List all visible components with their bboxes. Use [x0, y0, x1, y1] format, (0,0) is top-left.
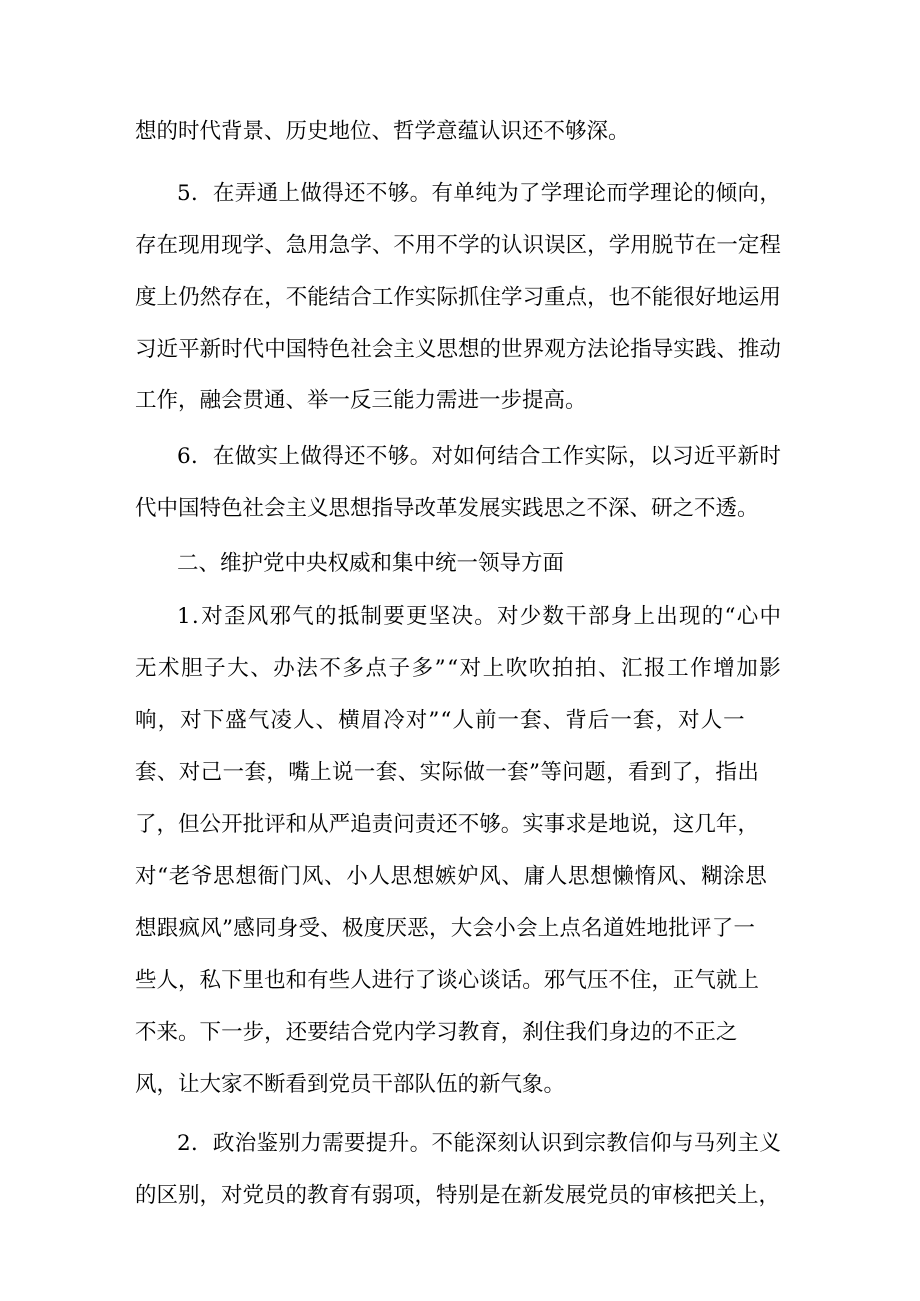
- text-line: 响 ， 对 下 盛 气 凌 人 、 横 眉 冷 对 ” “ 人 前 一 套 、 背 后 一 套 ， 对 人 一: [135, 708, 745, 733]
- text-line: 习 近 平 新 时 代 中 国 特 色 社 会 主 义 思 想 的 世 界 观 方 法 论 指 导 实 践 、 推 动: [135, 337, 781, 362]
- text-line: 想的时代背景、历史地位、哲学意蕴认识还不够深。: [135, 119, 630, 144]
- text-line: 的区别，对党员的教育有弱项，特别是在新发展党员的审核把关上，: [135, 1183, 781, 1208]
- section-heading: 二、维护党中央权威和集中统一领导方面: [177, 551, 565, 576]
- text-line: 了 ， 但 公 开 批 评 和 从 严 追 责 问 责 还 不 够 。 实 事 求 是 地 说 ， 这 几 年 ，: [135, 812, 759, 837]
- text-line: 工作，融会贯通、举一反三能力需进一步提高。: [135, 388, 587, 413]
- text-line: 代中国特色社会主义思想指导改革发展实践思之不深、研之不透。: [135, 496, 759, 521]
- text-line: 无 术 胆 子 大 、 办 法 不 多 点 子 多 ” “ 对 上 吹 吹 拍 拍 、 汇 报 工 作 增 加 影: [135, 656, 781, 681]
- text-line: 风，让大家不断看到党员干部队伍的新气象。: [135, 1072, 566, 1097]
- text-line: 5 ． 在 弄 通 上 做 得 还 不 够 。 有 单 纯 为 了 学 理 论 而 学 理 论 的 倾 向 ，: [177, 181, 781, 206]
- text-line: 1 . 对 歪 风 邪 气 的 抵 制 要 更 坚 决 。 对 少 数 干 部 身 上 出 现 的 “ 心 中: [177, 604, 781, 629]
- text-line: 不 来 。 下 一 步 ， 还 要 结 合 党 内 学 习 教 育 ， 刹 住 我 们 身 边 的 不 正 之: [135, 1020, 738, 1045]
- text-line: 些 人 ， 私 下 里 也 和 有 些 人 进 行 了 谈 心 谈 话 。 邪 气 压 不 住 ， 正 气 就 上: [135, 968, 759, 993]
- text-line: 6 ． 在 做 实 上 做 得 还 不 够 。 对 如 何 结 合 工 作 实 际 ， 以 习 近 平 新 时: [177, 444, 781, 469]
- text-line: 想 跟 疯 风 ” 感 同 身 受 、 极 度 厌 恶 ， 大 会 小 会 上 点 名 道 姓 地 批 评 了 一: [135, 916, 755, 941]
- text-line: 存 在 现 用 现 学 、 急 用 急 学 、 不 用 不 学 的 认 识 误 区 ， 学 用 脱 节 在 一 定 程: [135, 233, 781, 258]
- text-line: 度 上 仍 然 存 在 ， 不 能 结 合 工 作 实 际 抓 住 学 习 重 点 ， 也 不 能 很 好 地 运 用: [135, 285, 781, 310]
- text-line: 2 ． 政 治 鉴 别 力 需 要 提 升 。 不 能 深 刻 认 识 到 宗 教 信 仰 与 马 列 主 义: [177, 1131, 781, 1156]
- text-line: 对 “ 老 爷 思 想 衙 门 风 、 小 人 思 想 嫉 妒 风 、 庸 人 思 想 懒 惰 风 、 糊 涂 思: [135, 864, 767, 889]
- text-line: 套 、 对 己 一 套 ， 嘴 上 说 一 套 、 实 际 做 一 套 ” 等 问 题 ， 看 到 了 ， 指 出: [135, 760, 759, 785]
